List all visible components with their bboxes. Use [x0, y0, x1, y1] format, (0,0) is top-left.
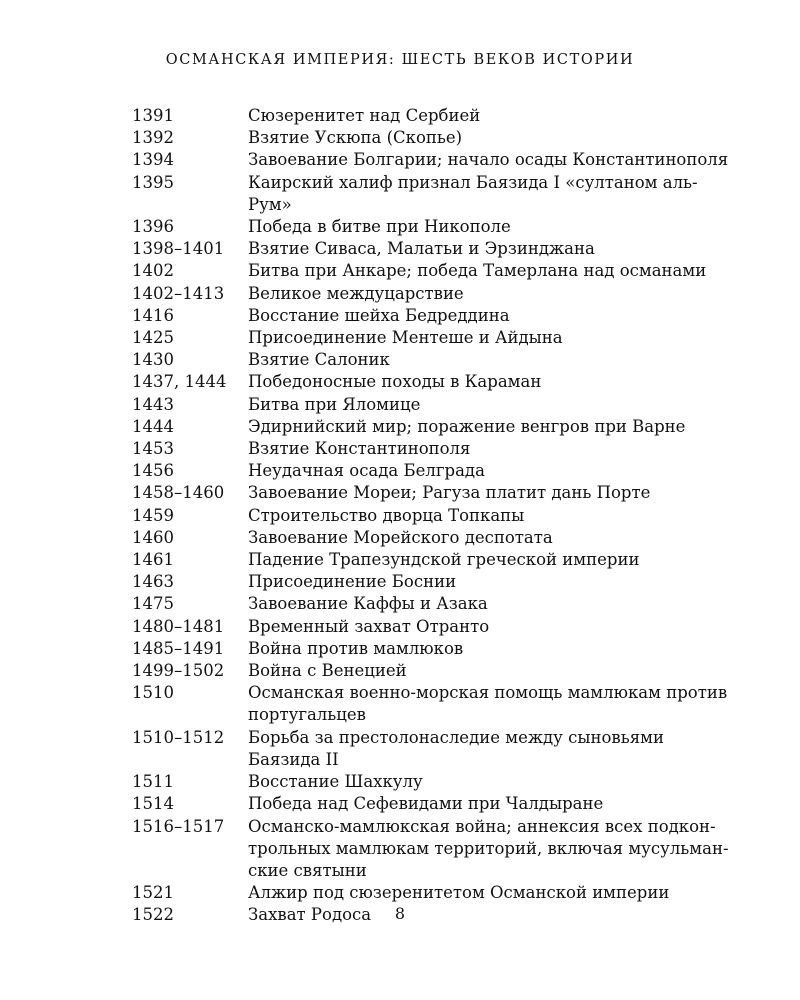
chronology-year: 1456: [132, 461, 174, 481]
chronology-event: Великое междуцарствие: [248, 283, 464, 303]
chronology-row: [132, 505, 732, 527]
chronology-year: 1480–1481: [132, 616, 225, 636]
chronology-event: Османская военно-морская помощь мамлюкам против португальцев: [248, 683, 728, 725]
chronology-year: 1437, 1444: [132, 372, 227, 392]
chronology-row: [132, 283, 732, 305]
chronology-event: Сюзеренитет над Сербией: [248, 106, 481, 125]
chronology-year: 1425: [132, 328, 174, 348]
chronology-year: 1392: [132, 128, 174, 148]
chronology-event: Завоевание Морейского деспотата: [248, 527, 553, 547]
chronology-year: 1521: [132, 883, 174, 903]
chronology-row: [132, 105, 732, 127]
chronology-table: [132, 105, 732, 927]
chronology-event: Битва при Анкаре; победа Тамерлана над османами: [248, 261, 707, 281]
chronology-event: Война с Венецией: [248, 661, 407, 681]
chronology-event: Строительство дворца Топкапы: [248, 505, 525, 525]
chronology-event: Завоевание Мореи; Рагуза платит дань Порте: [248, 483, 651, 503]
chronology-row: [132, 482, 732, 504]
chronology-row: [132, 549, 732, 571]
chronology-event: Присоединение Ментеше и Айдына: [248, 328, 563, 348]
chronology-event: Победоносные походы в Караман: [248, 372, 542, 392]
chronology-row: [132, 216, 732, 238]
chronology-row: [132, 593, 732, 615]
chronology-row: [132, 238, 732, 260]
chronology-row: [132, 638, 732, 660]
chronology-year: 1402: [132, 261, 174, 281]
chronology-year: 1514: [132, 794, 174, 814]
chronology-event: Неудачная осада Белграда: [248, 461, 485, 481]
chronology-year: 1391: [132, 106, 174, 125]
chronology-event: Победа над Сефевидами при Чалдыране: [248, 794, 604, 814]
chronology-row: [132, 616, 732, 638]
chronology-event: Взятие Сиваса, Малатьи и Эрзинджана: [248, 239, 595, 259]
chronology-row: [132, 394, 732, 416]
chronology-year: 1475: [132, 594, 174, 614]
chronology-row: [132, 727, 732, 771]
chronology-event: Временный захват Отранто: [248, 616, 490, 636]
chronology-event: Захват Родоса: [248, 905, 372, 925]
chronology-event: Восстание шейха Бедреддина: [248, 305, 510, 325]
chronology-year: 1463: [132, 572, 174, 592]
chronology-event: Взятие Константинополя: [248, 439, 471, 459]
chronology-year: 1395: [132, 172, 174, 192]
chronology-row: [132, 172, 732, 216]
chronology-event: Завоевание Каффы и Азака: [248, 594, 488, 614]
chronology-event: Завоевание Болгарии; начало осады Константинополя: [248, 150, 729, 170]
chronology-year: 1511: [132, 772, 174, 792]
running-head: ОСМАНСКАЯ ИМПЕРИЯ: ШЕСТЬ ВЕКОВ ИСТОРИИ: [165, 52, 635, 68]
chronology-event: Алжир под сюзеренитетом Османской империи: [248, 883, 670, 903]
chronology-event: Каирский халиф признал Баязида I «султаном аль-Рум»: [248, 172, 698, 214]
chronology-year: 1398–1401: [132, 239, 225, 259]
chronology-row: [132, 682, 732, 726]
chronology-year: 1516–1517: [132, 816, 225, 836]
chronology-year: 1522: [132, 905, 174, 925]
chronology-year: 1444: [132, 416, 174, 436]
chronology-row: [132, 816, 732, 883]
chronology-year: 1396: [132, 217, 174, 237]
chronology-event: Падение Трапезундской греческой империи: [248, 550, 640, 570]
chronology-row: [132, 371, 732, 393]
chronology-year: 1510–1512: [132, 727, 225, 747]
chronology-row: [132, 149, 732, 171]
chronology-row: [132, 260, 732, 282]
chronology-year: 1443: [132, 394, 174, 414]
chronology-event: Взятие Ускюпа (Скопье): [248, 128, 463, 148]
chronology-year: 1499–1502: [132, 661, 225, 681]
chronology-year: 1416: [132, 305, 174, 325]
chronology-row: [132, 571, 732, 593]
chronology-year: 1459: [132, 505, 174, 525]
chronology-event: Взятие Салоник: [248, 350, 390, 370]
chronology-year: 1461: [132, 550, 174, 570]
chronology-event: Восстание Шахкулу: [248, 772, 423, 792]
chronology-event: Борьба за престолонаследие между сыновьями Баязида II: [248, 727, 664, 769]
chronology-row: [132, 438, 732, 460]
chronology-year: 1458–1460: [132, 483, 225, 503]
chronology-event: Османско-мамлюкская война; аннексия всех подкон- трольных мамлюкам территорий, включая мусульман- ские святыни: [248, 816, 729, 880]
chronology-row: [132, 460, 732, 482]
chronology-row: [132, 793, 732, 815]
chronology-year: 1485–1491: [132, 638, 225, 658]
chronology-row: [132, 416, 732, 438]
chronology-row: [132, 349, 732, 371]
chronology-year: 1394: [132, 150, 174, 170]
chronology-event: Война против мамлюков: [248, 638, 464, 658]
chronology-event: Победа в битве при Никополе: [248, 217, 511, 237]
chronology-event: Присоединение Боснии: [248, 572, 457, 592]
chronology-row: [132, 305, 732, 327]
chronology-row: [132, 882, 732, 904]
chronology-row: [132, 127, 732, 149]
chronology-year: 1460: [132, 527, 174, 547]
chronology-event: Битва при Яломице: [248, 394, 421, 414]
chronology-row: [132, 660, 732, 682]
chronology-year: 1510: [132, 683, 174, 703]
page-number: 8: [394, 904, 406, 923]
chronology-row: [132, 327, 732, 349]
chronology-year: 1453: [132, 439, 174, 459]
chronology-row: [132, 527, 732, 549]
chronology-year: 1430: [132, 350, 174, 370]
chronology-year: 1402–1413: [132, 283, 225, 303]
chronology-row: [132, 771, 732, 793]
chronology-event: Эдирнийский мир; поражение венгров при Варне: [248, 416, 686, 436]
